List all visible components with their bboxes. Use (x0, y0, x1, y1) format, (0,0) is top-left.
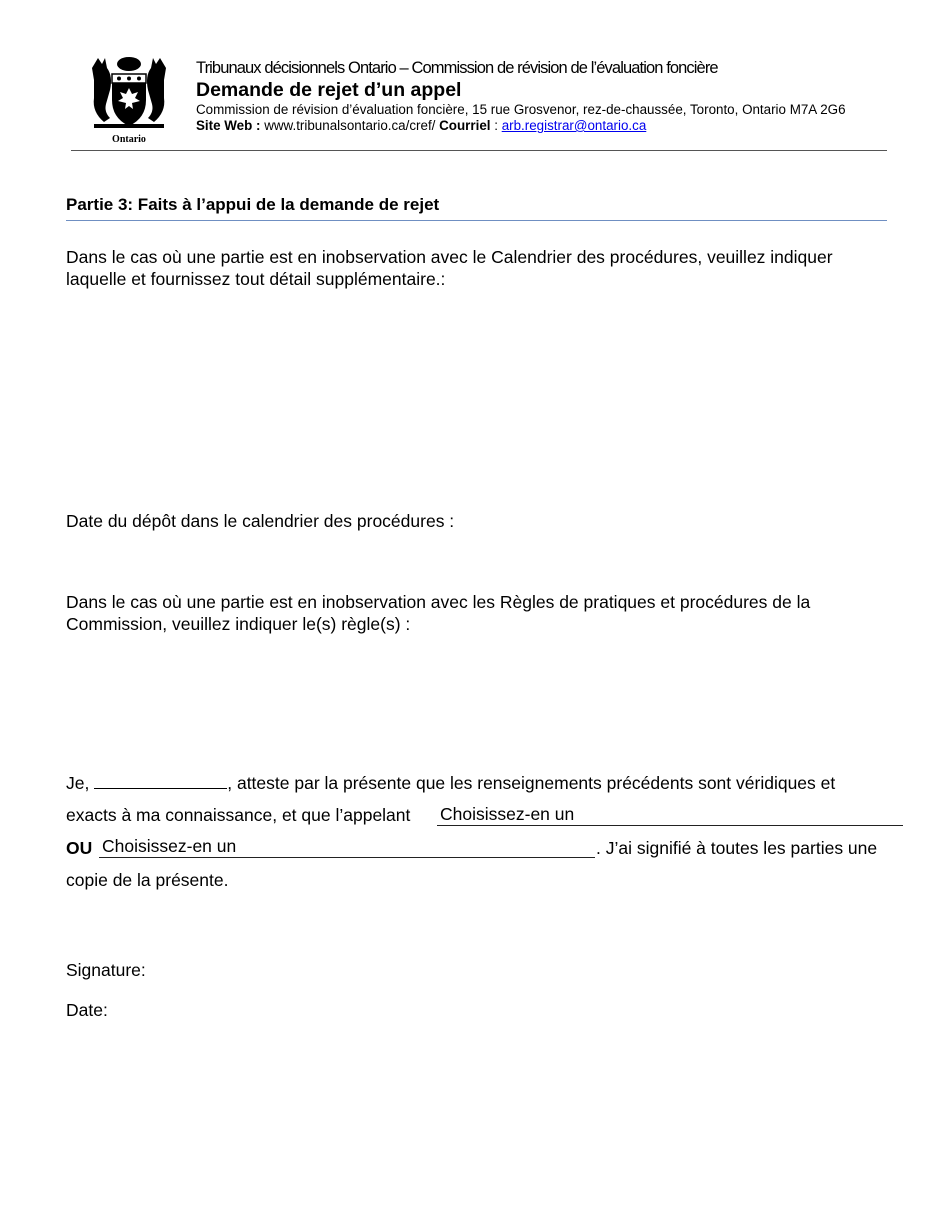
signature-label: Signature: (66, 960, 146, 980)
office-address: Commission de révision d’évaluation foncière, 15 rue Grosvenor, rez-de-chaussée, Toronto, Ontario M7A 2G6 (196, 102, 846, 117)
attestation-line-4: copie de la présente. (66, 870, 229, 890)
ou-label: OU (66, 838, 93, 858)
je-label: Je, (66, 773, 90, 793)
website-url: www.tribunalsontario.ca/cref/ (264, 118, 436, 133)
rules-question: Dans le cas où une partie est en inobservation avec les Règles de pratiques et procédures de la Commission, veuillez indiquer le(s) règle(s) : (66, 592, 811, 634)
date-label: Date: (66, 1000, 108, 1020)
ontario-coat-of-arms-logo (86, 54, 172, 146)
attestation-line-1 (66, 773, 835, 794)
header-divider (71, 150, 887, 151)
section-title: Partie 3: Faits à l’appui de la demande de rejet (66, 195, 440, 214)
attestation-text-3: . J’ai signifié à toutes les parties une (596, 838, 878, 858)
form-title: Demande de rejet d’un appel (196, 79, 462, 101)
filing-date-label: Date du dépôt dans le calendrier des procédures : (66, 511, 455, 531)
organization-name: Tribunaux décisionnels Ontario – Commission de révision de l’évaluation foncière (196, 59, 718, 77)
email-separator: : (494, 118, 498, 133)
attestation-text-1: , atteste par la présente que les renseignements précédents sont véridiques et (227, 773, 836, 793)
name-blank-field[interactable] (94, 774, 227, 789)
logo-wordmark: Ontario (112, 134, 146, 145)
website-label: Site Web : (196, 118, 261, 133)
attestation-line-2: exacts à ma connaissance, et que l’appelant (66, 805, 411, 825)
schedule-question: Dans le cas où une partie est en inobservation avec le Calendrier des procédures, veuillez indiquer laquelle et fournissez tout détail supplémentaire.: (66, 247, 833, 289)
appellant-dropdown-1[interactable]: Choisissez-en un (437, 803, 903, 826)
contact-line (196, 118, 646, 133)
appellant-dropdown-2[interactable]: Choisissez-en un (99, 835, 595, 858)
section-divider (66, 220, 887, 221)
email-label: Courriel (439, 118, 491, 133)
email-link[interactable]: arb.registrar@ontario.ca (501, 118, 647, 133)
